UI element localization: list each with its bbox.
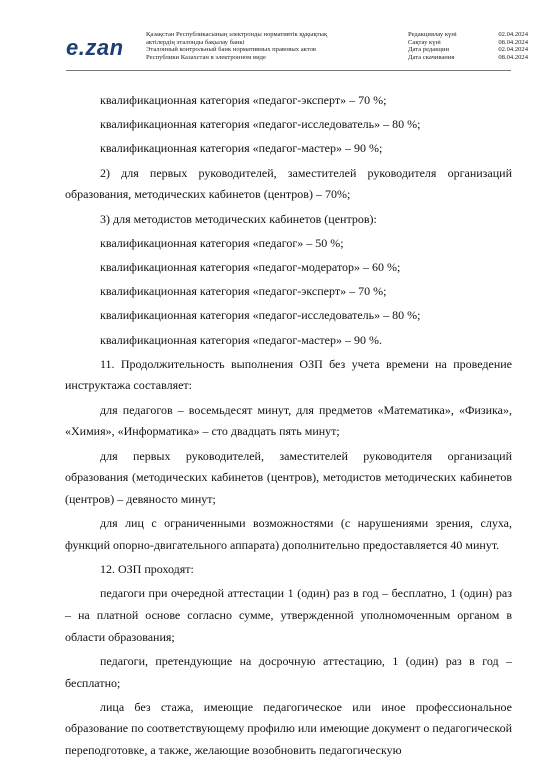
meta-value: 08.04.2024 [498, 38, 528, 46]
paragraph: педагоги, претендующие на досрочную аттестацию, 1 (один) раз в год – бесплатно; [65, 653, 512, 690]
meta-value: 02.04.2024 [498, 46, 528, 54]
paragraph: квалификационная категория «педагог-мастер» – 90 %. [100, 332, 382, 347]
paragraph: 3) для методистов методических кабинетов (центров): [100, 211, 377, 226]
meta-label: Редакциялау күні [408, 31, 457, 38]
org-line: Республики Казахстан в электронном виде [146, 53, 266, 61]
paragraph: для педагогов – восемьдесят минут, для предметов «Математика», «Физика», «Химия», «Информатика» – сто двадцать пять минут; [65, 402, 512, 439]
header-divider [66, 70, 511, 71]
paragraph: квалификационная категория «педагог-исследователь» – 80 %; [100, 117, 421, 132]
document-header [0, 0, 557, 80]
meta-row [408, 54, 528, 62]
paragraph: квалификационная категория «педагог-эксперт» – 70 %; [100, 93, 387, 107]
paragraph: 11. Продолжительность выполнения ОЗП без учета времени на проведение инструктажа составляет: [65, 356, 512, 393]
meta-value: 02.04.2024 [498, 31, 528, 38]
paragraph: 2) для первых руководителей, заместителей руководителя организаций образования, методических кабинетов (центров) – 70%; [65, 165, 512, 202]
meta-label: Дата скачивания [408, 53, 455, 61]
header-org-text [146, 31, 396, 61]
meta-value: 08.04.2024 [498, 53, 528, 61]
document-body [65, 90, 512, 762]
paragraph: педагоги при очередной аттестации 1 (один) раз в год – бесплатно, 1 (один) раз – на платной основе согласно сумме, утвержденной уполномоченным органом в области образования; [65, 586, 512, 644]
paragraph: квалификационная категория «педагог» – 50 %; [100, 235, 344, 250]
header-meta [408, 31, 528, 61]
paragraph: квалификационная категория «педагог-исследователь» – 80 %; [100, 308, 421, 323]
paragraph: квалификационная категория «педагог-эксперт» – 70 %; [100, 284, 387, 299]
paragraph: для первых руководителей, заместителей руководителя организаций образования (методических кабинетов (центров), методистов методических кабинетов (центров) – девяносто минут; [65, 448, 512, 506]
org-line: Қазақстан Республикасының электронды нормативтік құқықтық [146, 31, 328, 38]
meta-row [408, 31, 528, 39]
paragraph: квалификационная категория «педагог-модератор» – 60 %; [100, 259, 401, 274]
meta-row [408, 39, 528, 47]
org-line: Эталонный контрольный банк нормативных правовых актов [146, 46, 316, 54]
org-line: актілердің эталонды бақылау банкі [146, 38, 245, 46]
meta-label: Сақтау күні [408, 38, 441, 46]
meta-row [408, 46, 528, 54]
paragraph: для лиц с ограниченными возможностями (с нарушениями зрения, слуха, функций опорно-двигательного аппарата) дополнительно предоставляется 40 минут. [65, 516, 512, 552]
ezan-logo: e.zan [66, 35, 124, 60]
meta-label: Дата редакции [408, 46, 449, 54]
paragraph: 12. ОЗП проходят: [100, 562, 194, 577]
paragraph: лица без стажа, имеющие педагогическое или иное профессиональное образование по соответствующему профилю или имеющие документ о педагогической переподготовке, а также, желающие возобновить педагогическую [65, 699, 512, 758]
paragraph: квалификационная категория «педагог-мастер» – 90 %; [100, 141, 383, 156]
